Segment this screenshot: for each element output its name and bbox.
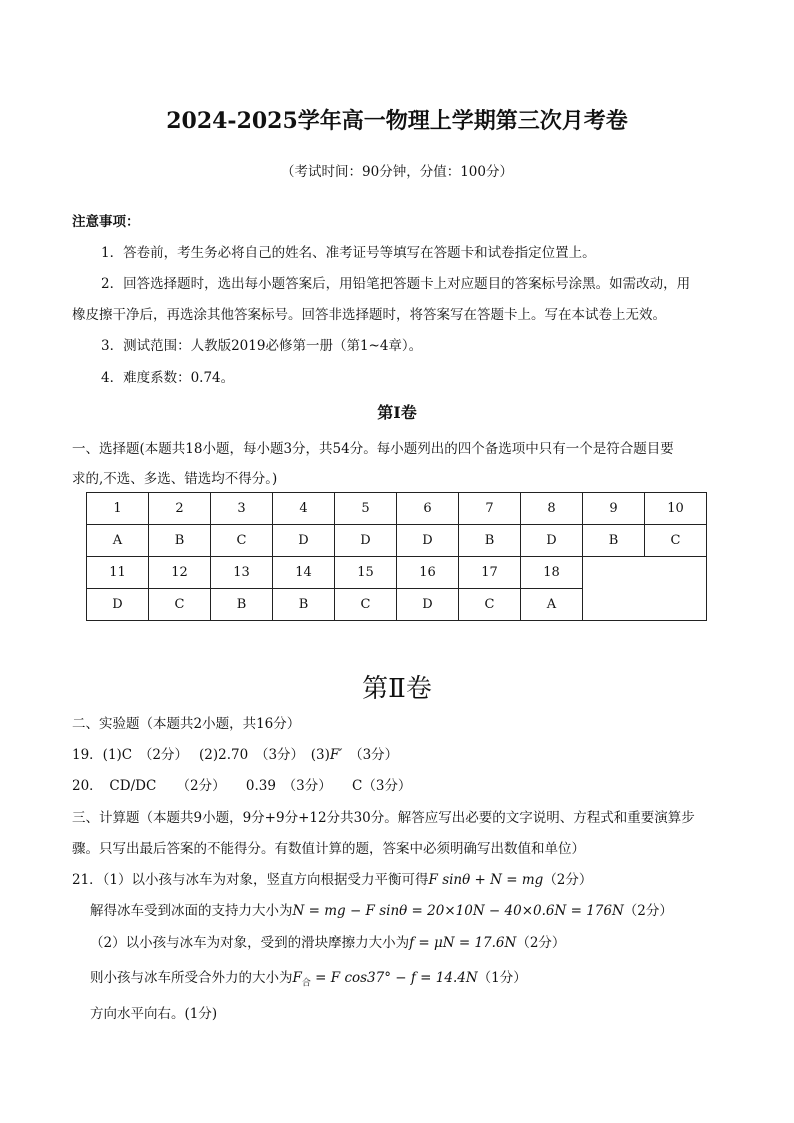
question-number: 12: [149, 557, 211, 589]
question-number: 5: [335, 493, 397, 525]
answer-cell: C: [149, 589, 211, 621]
question-number: 6: [397, 493, 459, 525]
answer-cell: B: [149, 525, 211, 557]
question-number: 7: [459, 493, 521, 525]
question-number: 8: [521, 493, 583, 525]
table-row: [87, 493, 707, 525]
question-number: 3: [211, 493, 273, 525]
question-number: 11: [87, 557, 149, 589]
notice-item-2: 2．回答选择题时，选出每小题答案后，用铅笔把答题卡上对应题目的答案标号涂黑。如需改动，用: [101, 276, 691, 292]
question-number: 2: [149, 493, 211, 525]
notice-item-3: 3．测试范围：人教版2019必修第一册（第1~4章）。: [101, 338, 423, 354]
answer-cell: D: [273, 525, 335, 557]
question-number: 10: [645, 493, 707, 525]
question-number: 14: [273, 557, 335, 589]
exam-info: （考试时间：90分钟，分值：100分）: [281, 164, 513, 180]
answer-q21-line1: 21．（1）以小孩与冰车为对象，竖直方向根据受力平衡可得F sinθ + N = mg（2分）: [72, 872, 593, 888]
answer-cell: D: [397, 589, 459, 621]
notice-item-2-cont: 橡皮擦干净后，再选涂其他答案标号。回答非选择题时，将答案写在答题卡上。写在本试卷上无效。: [72, 307, 666, 323]
table-row: [87, 557, 707, 589]
calc-section-heading-cont: 骤。只写出最后答案的不能得分。有数值计算的题，答案中必须明确写出数值和单位）: [72, 841, 585, 857]
answer-cell: B: [459, 525, 521, 557]
answer-q19: 19．(1)C （2分） (2)2.70 （3分） (3)F′ （3分）: [72, 747, 399, 763]
answer-cell: C: [459, 589, 521, 621]
notice-heading: 注意事项：: [72, 214, 140, 230]
answer-cell: D: [87, 589, 149, 621]
answer-cell: C: [211, 525, 273, 557]
answer-q21-line2: 解得冰车受到冰面的支持力大小为N = mg − F sinθ = 20×10N − 40×0.6N = 176N（2分）: [90, 903, 673, 919]
answer-cell: A: [521, 589, 583, 621]
question-number: 9: [583, 493, 645, 525]
answer-q21-line5: 方向水平向右。(1分): [90, 1006, 218, 1022]
answer-cell: D: [521, 525, 583, 557]
answer-cell: B: [273, 589, 335, 621]
answer-cell: C: [335, 589, 397, 621]
answer-cell: A: [87, 525, 149, 557]
empty-cell: [583, 557, 707, 621]
notice-item-4: 4．难度系数：0.74。: [101, 370, 235, 386]
answer-cell: B: [583, 525, 645, 557]
experiment-section-heading: 二、实验题（本题共2小题，共16分）: [72, 716, 301, 732]
answer-cell: D: [335, 525, 397, 557]
answer-table: [86, 492, 707, 621]
question-number: 4: [273, 493, 335, 525]
question-number: 16: [397, 557, 459, 589]
choice-section-heading-cont: 求的,不选、多选、错选均不得分。): [72, 471, 278, 487]
question-number: 1: [87, 493, 149, 525]
answer-cell: D: [397, 525, 459, 557]
notice-item-1: 1．答卷前，考生务必将自己的姓名、准考证号等填写在答题卡和试卷指定位置上。: [101, 245, 596, 261]
answer-q20: 20． CD/DC （2分） 0.39 （3分） C（3分）: [72, 778, 412, 794]
choice-section-heading: 一、选择题(本题共18小题，每小题3分，共54分。每小题列出的四个备选项中只有一个是符合题目要: [72, 441, 674, 457]
question-number: 18: [521, 557, 583, 589]
calc-section-heading: 三、计算题（本题共9小题，9分+9分+12分共30分。解答应写出必要的文字说明、方程式和重要演算步: [72, 810, 695, 826]
part1-title: 第Ⅰ卷: [377, 403, 417, 422]
question-number: 15: [335, 557, 397, 589]
answer-cell: C: [645, 525, 707, 557]
answer-cell: B: [211, 589, 273, 621]
answer-q21-line4: 则小孩与冰车所受合外力的大小为$F_合 = F$ cos37° − f = 14.4N（1分）: [90, 970, 527, 989]
table-row: [87, 525, 707, 557]
question-number: 13: [211, 557, 273, 589]
part2-title: 第Ⅱ卷: [362, 674, 432, 704]
page-title: 2024-2025学年高一物理上学期第三次月考卷: [166, 108, 628, 134]
answer-q21-line3: （2）以小孩与冰车为对象，受到的滑块摩擦力大小为f = μN = 17.6N（2分）: [90, 935, 566, 951]
question-number: 17: [459, 557, 521, 589]
